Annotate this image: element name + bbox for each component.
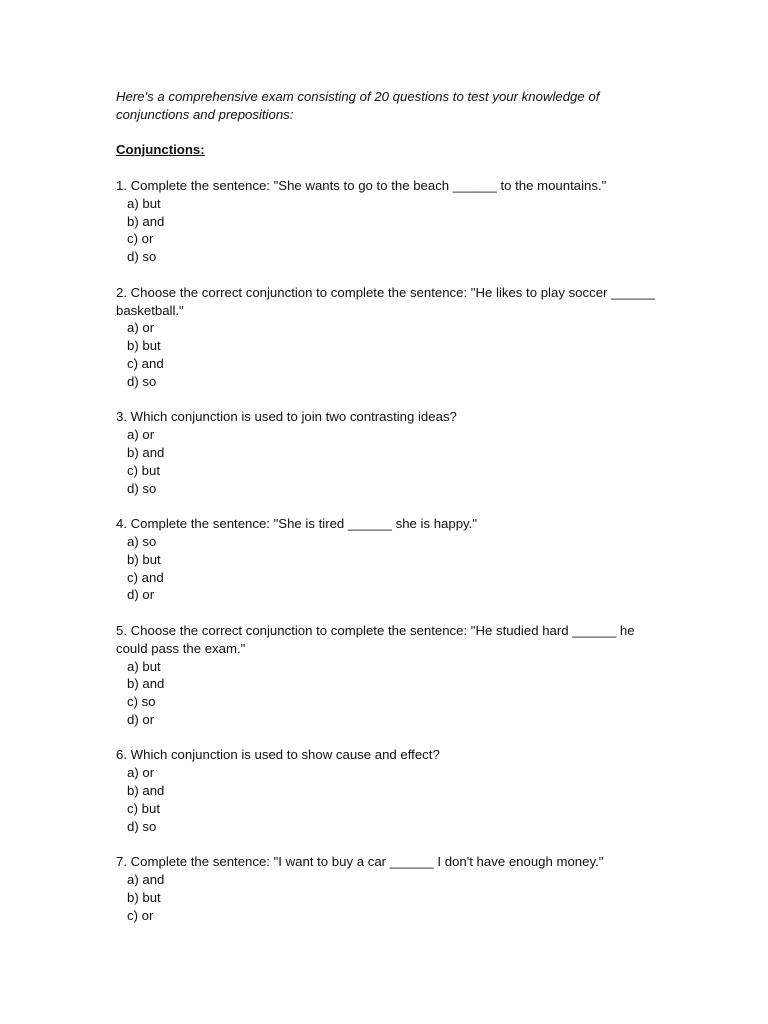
answer-option: b) and bbox=[127, 213, 165, 229]
question-block bbox=[116, 746, 656, 835]
answer-option: a) but bbox=[127, 658, 161, 674]
answer-option: d) so bbox=[127, 480, 157, 496]
document-page bbox=[116, 88, 656, 924]
answer-option: a) or bbox=[127, 320, 155, 336]
question-text: 1. Complete the sentence: "She wants to go to the beach ______ to the mountains." bbox=[116, 177, 607, 193]
answer-option: b) but bbox=[127, 889, 161, 905]
answer-option: a) so bbox=[127, 533, 157, 549]
answer-option: c) so bbox=[127, 694, 156, 710]
answer-option: a) but bbox=[127, 195, 161, 211]
answer-options bbox=[116, 195, 656, 266]
answer-option: d) or bbox=[127, 711, 155, 727]
question-text: 3. Which conjunction is used to join two contrasting ideas? bbox=[116, 409, 457, 425]
question-block bbox=[116, 177, 656, 266]
answer-option: b) and bbox=[127, 444, 165, 460]
answer-option: c) and bbox=[127, 569, 164, 585]
answer-option: c) but bbox=[127, 462, 160, 478]
question-text: 2. Choose the correct conjunction to complete the sentence: "He likes to play soccer ______ basketball." bbox=[116, 284, 656, 318]
answer-option: c) or bbox=[127, 907, 154, 923]
question-text: 7. Complete the sentence: "I want to buy a car ______ I don't have enough money." bbox=[116, 854, 604, 870]
question-block bbox=[116, 622, 656, 729]
answer-option: b) and bbox=[127, 676, 165, 692]
answer-option: b) but bbox=[127, 551, 161, 567]
answer-options bbox=[116, 319, 656, 390]
answer-option: d) or bbox=[127, 587, 155, 603]
answer-option: b) and bbox=[127, 783, 165, 799]
answer-option: b) but bbox=[127, 338, 161, 354]
answer-options bbox=[116, 533, 656, 604]
question-list bbox=[116, 177, 656, 924]
intro-paragraph: Here's a comprehensive exam consisting of 20 questions to test your knowledge of conjunctions and prepositions: bbox=[116, 89, 600, 122]
answer-options bbox=[116, 426, 656, 497]
answer-option: c) but bbox=[127, 800, 160, 816]
answer-option: a) or bbox=[127, 765, 155, 781]
question-block bbox=[116, 853, 656, 924]
answer-options bbox=[116, 764, 656, 835]
question-text: 4. Complete the sentence: "She is tired ______ she is happy." bbox=[116, 516, 478, 532]
question-text: 6. Which conjunction is used to show cause and effect? bbox=[116, 747, 440, 763]
answer-option: d) so bbox=[127, 373, 157, 389]
answer-option: c) and bbox=[127, 355, 164, 371]
answer-option: a) or bbox=[127, 427, 155, 443]
question-block bbox=[116, 408, 656, 497]
answer-options bbox=[116, 871, 656, 924]
answer-option: a) and bbox=[127, 872, 165, 888]
answer-options bbox=[116, 658, 656, 729]
answer-option: d) so bbox=[127, 249, 157, 265]
answer-option: c) or bbox=[127, 231, 154, 247]
answer-option: d) so bbox=[127, 818, 157, 834]
question-block bbox=[116, 284, 656, 391]
question-text: 5. Choose the correct conjunction to complete the sentence: "He studied hard ______ he could pass the exam." bbox=[116, 622, 635, 656]
question-block bbox=[116, 515, 656, 604]
section-heading-conjunctions: Conjunctions: bbox=[116, 142, 205, 158]
